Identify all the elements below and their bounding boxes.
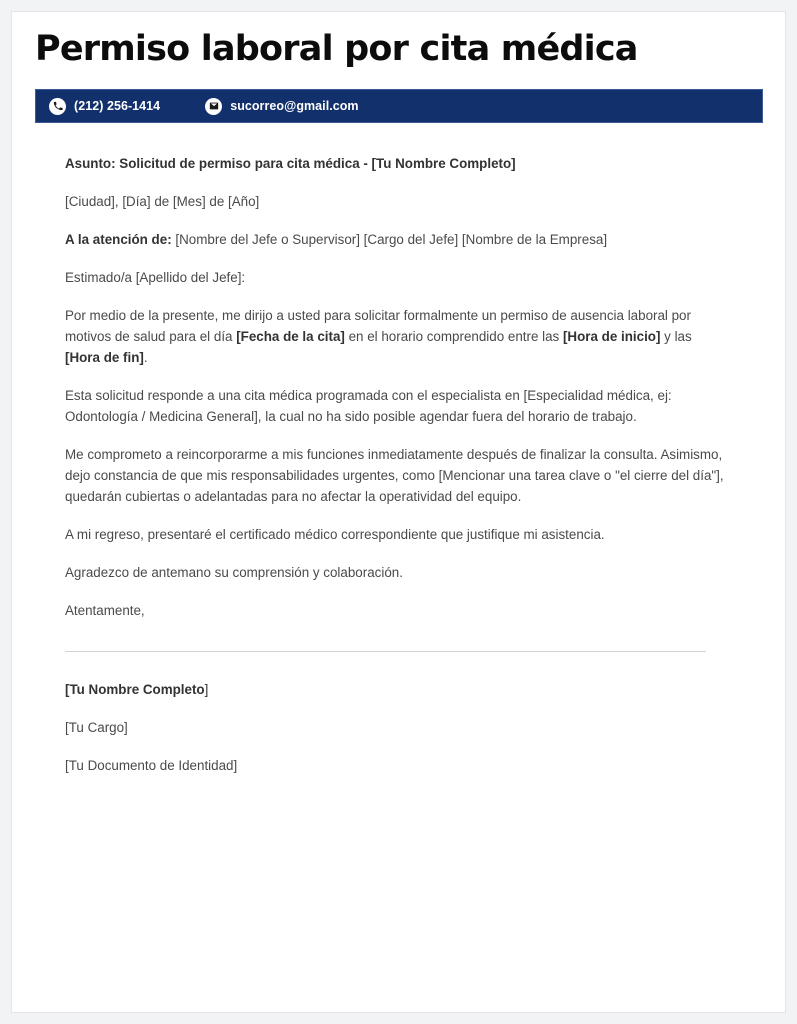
start-time-placeholder: [Hora de inicio] xyxy=(562,329,661,344)
contact-phone-text: (212) 256-1414 xyxy=(74,99,161,113)
paragraph-commitment: Me comprometo a reincorporarme a mis funciones inmediatamente después de finalizar la consulta. Asimismo, dejo constancia de que mis responsabilidades urgentes, como [Mencionar una tarea clave o "el cierre del día"], quedarán cubiertas o adelantadas para no afectar la operatividad del equipo. xyxy=(65,447,724,504)
paragraph-request-part1: Por medio de la presente, me dirijo a usted para solicitar formalmente un permiso de ausencia laboral por motivos de salud para el día xyxy=(65,308,691,344)
paragraph-certificate: A mi regreso, presentaré el certificado médico correspondiente que justifique mi asistencia. xyxy=(65,527,605,542)
signature-divider xyxy=(65,651,706,652)
salutation-line: Estimado/a [Apellido del Jefe]: xyxy=(65,270,246,285)
date-line: [Ciudad], [Día] de [Mes] de [Año] xyxy=(65,194,260,209)
paragraph-request xyxy=(65,305,728,368)
contact-item-phone[interactable] xyxy=(49,98,160,115)
signature-identity-document: [Tu Documento de Identidad] xyxy=(65,758,238,773)
signature-name xyxy=(65,679,728,700)
closing-line: Atentamente, xyxy=(65,603,145,618)
paragraph-request-part2: en el horario comprendido entre las xyxy=(344,329,563,344)
attention-line xyxy=(65,229,728,250)
subject-text: Asunto: Solicitud de permiso para cita médica - [Tu Nombre Completo] xyxy=(65,156,516,171)
contact-bar xyxy=(35,89,763,123)
paragraph-thanks: Agradezco de antemano su comprensión y colaboración. xyxy=(65,565,403,580)
signature-name-bold: [Tu Nombre Completo xyxy=(65,682,205,697)
attention-value: [Nombre del Jefe o Supervisor] [Cargo del Jefe] [Nombre de la Empresa] xyxy=(171,232,608,247)
appointment-date-placeholder: [Fecha de la cita] xyxy=(236,329,345,344)
signature-position: [Tu Cargo] xyxy=(65,720,128,735)
paragraph-request-part3: y las xyxy=(660,329,692,344)
contact-item-email[interactable] xyxy=(205,98,358,115)
paragraph-specialty: Esta solicitud responde a una cita médica programada con el especialista en [Especialidad médica, ej: Odontología / Medicina General], la cual no ha sido posible agendar fuera del horario de trabajo. xyxy=(65,388,672,424)
letter-body xyxy=(12,123,785,776)
page-title: Permiso laboral por cita médica xyxy=(35,29,638,69)
attention-label: A la atención de: xyxy=(65,232,172,247)
signature-name-tail: ] xyxy=(204,682,209,697)
paragraph-request-part4: . xyxy=(143,350,148,365)
subject-line xyxy=(65,153,728,174)
document-card xyxy=(11,11,786,1013)
end-time-placeholder: [Hora de fin] xyxy=(65,350,144,365)
phone-icon xyxy=(49,98,66,115)
envelope-icon xyxy=(205,98,222,115)
contact-email-text: sucorreo@gmail.com xyxy=(230,99,359,113)
